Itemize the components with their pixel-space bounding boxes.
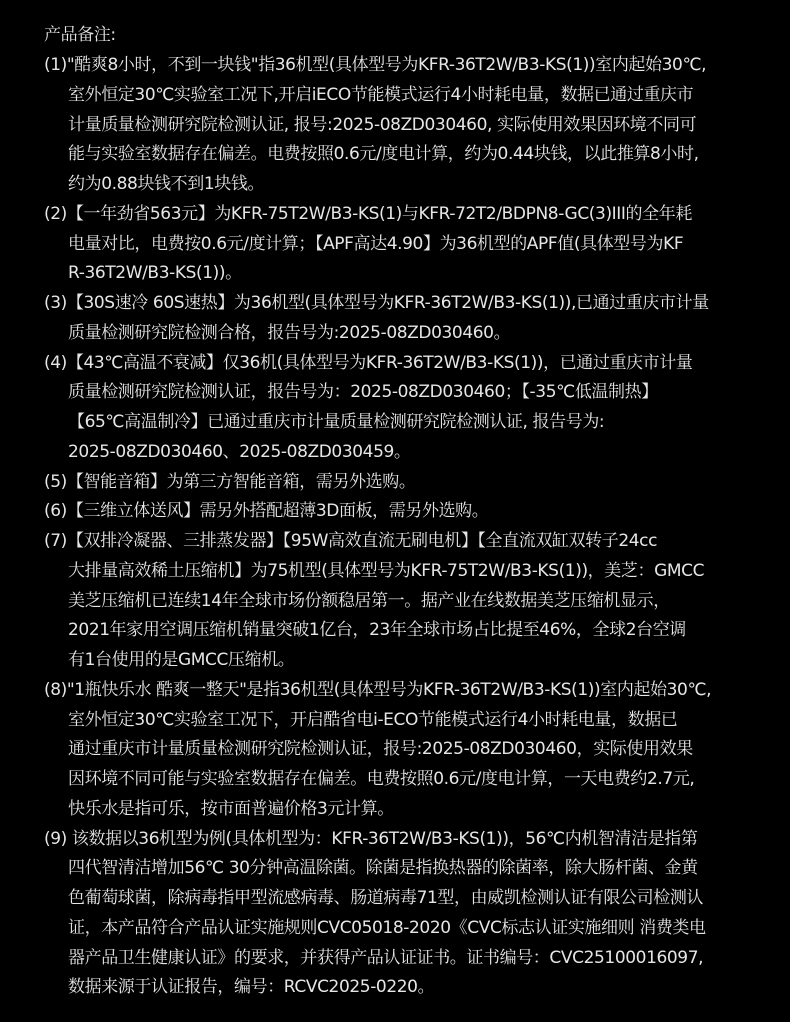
note-continuation-line: 色葡萄球菌，除病毒指甲型流感病毒、肠道病毒71型，由威凯检测认证有限公司检测认	[68, 888, 704, 908]
note-continuation-line: 能与实验室数据存在偏差。电费按照0.6元/度电计算，约为0.44块钱，以此推算8小时,	[68, 144, 699, 165]
note-continuation-line: 约为0.88块钱不到1块钱。	[68, 174, 265, 194]
note-continuation-line: 室外恒定30℃实验室工况下,开启iECO节能模式运行4小时耗电量，数据已通过重庆市	[68, 84, 694, 105]
note-item-line: (4)【43℃高温不衰减】仅36机(具体型号为KFR-36T2W/B3-KS(1))，已通过重庆市计量	[44, 352, 693, 373]
note-item-line: (2)【一年劲省563元】为KFR-75T2W/B3-KS(1)与KFR-72T2/BDPN8-GC(3)III的全年耗	[44, 203, 692, 224]
note-continuation-line: 质量检测研究院检测合格，报告号为:2025-08ZD030460。	[68, 322, 511, 343]
note-continuation-line: 数据来源于认证报告，编号：RCVC2025-0220。	[68, 977, 435, 998]
note-continuation-line: 美芝压缩机已连续14年全球市场份额稳居第一。据产业在线数据美芝压缩机显示，	[68, 590, 670, 611]
note-item-line: (9) 该数据以36机型为例(具体机型为：KFR-36T2W/B3-KS(1))，56℃内机智清洁是指第	[44, 828, 698, 849]
note-continuation-line: 质量检测研究院检测认证，报告号为：2025-08ZD030460；【-35℃低温制热】	[68, 382, 658, 403]
note-continuation-line: R-36T2W/B3-KS(1))。	[68, 263, 242, 284]
note-continuation-line: 器产品卫生健康认证》的要求，并获得产品认证证书。证书编号：CVC25100016097,	[68, 947, 704, 968]
note-item-line: (3)【30S速冷 60S速热】为36机型(具体型号为KFR-36T2W/B3-KS(1)),已通过重庆市计量	[44, 293, 709, 313]
note-continuation-line: 电量对比，电费按0.6元/度计算；【APF高达4.90】为36机型的APF值(具体型号为KF	[68, 233, 684, 254]
note-continuation-line: 快乐水是指可乐，按市面普遍价格3元计算。	[68, 798, 394, 819]
note-continuation-line: 2025-08ZD030460、2025-08ZD030459。	[68, 441, 411, 462]
note-continuation-line: 【65℃高温制冷】已通过重庆市计量质量检测研究院检测认证, 报告号为:	[68, 412, 605, 432]
note-item-line: (7)【双排冷凝器、三排蒸发器】【95W高效直流无刷电机】【全直流双缸双转子24cc	[44, 531, 658, 551]
note-continuation-line: 大排量高效稀土压缩机】为75机型(具体型号为KFR-75T2W/B3-KS(1))，美芝：GMCC	[68, 560, 705, 581]
note-item-line: (1)"酷爽8小时，不到一块钱"指36机型(具体型号为KFR-36T2W/B3-KS(1))室内起始30℃,	[44, 55, 707, 75]
note-continuation-line: 因环境不同可能与实验室数据存在偏差。电费按照0.6元/度电计算，一天电费约2.7元,	[68, 769, 695, 789]
note-continuation-line: 有1台使用的是GMCC压缩机。	[68, 650, 295, 670]
note-item-line: (8)"1瓶快乐水 酷爽一整天"是指36机型(具体型号为KFR-36T2W/B3-KS(1))室内起始30℃,	[44, 679, 712, 700]
note-continuation-line: 室外恒定30℃实验室工况下，开启酷省电i-ECO节能模式运行4小时耗电量，数据已	[68, 709, 678, 730]
notes-title: 产品备注:	[44, 25, 116, 45]
note-continuation-line: 四代智清洁增加56℃ 30分钟高温除菌。除菌是指换热器的除菌率，除大肠杆菌、金黄	[68, 858, 698, 879]
note-item-line: (5)【智能音箱】为第三方智能音箱，需另外选购。	[44, 471, 416, 492]
note-continuation-line: 证，本产品符合产品认证实施规则CVC05018-2020《CVC标志认证实施细则 消费类电	[68, 917, 706, 938]
note-continuation-line: 计量质量检测研究院检测认证, 报号:2025-08ZD030460, 实际使用效果因环境不同可	[68, 114, 697, 135]
note-continuation-line: 2021年家用空调压缩机销量突破1亿台，23年全球市场占比提至46%，全球2台空调	[68, 620, 686, 641]
note-continuation-line: 通过重庆市计量质量检测研究院检测认证，报号:2025-08ZD030460，实际使用效果	[68, 739, 693, 760]
note-item-line: (6)【三维立体送风】需另外搭配超薄3D面板，需另外选购。	[44, 501, 489, 522]
